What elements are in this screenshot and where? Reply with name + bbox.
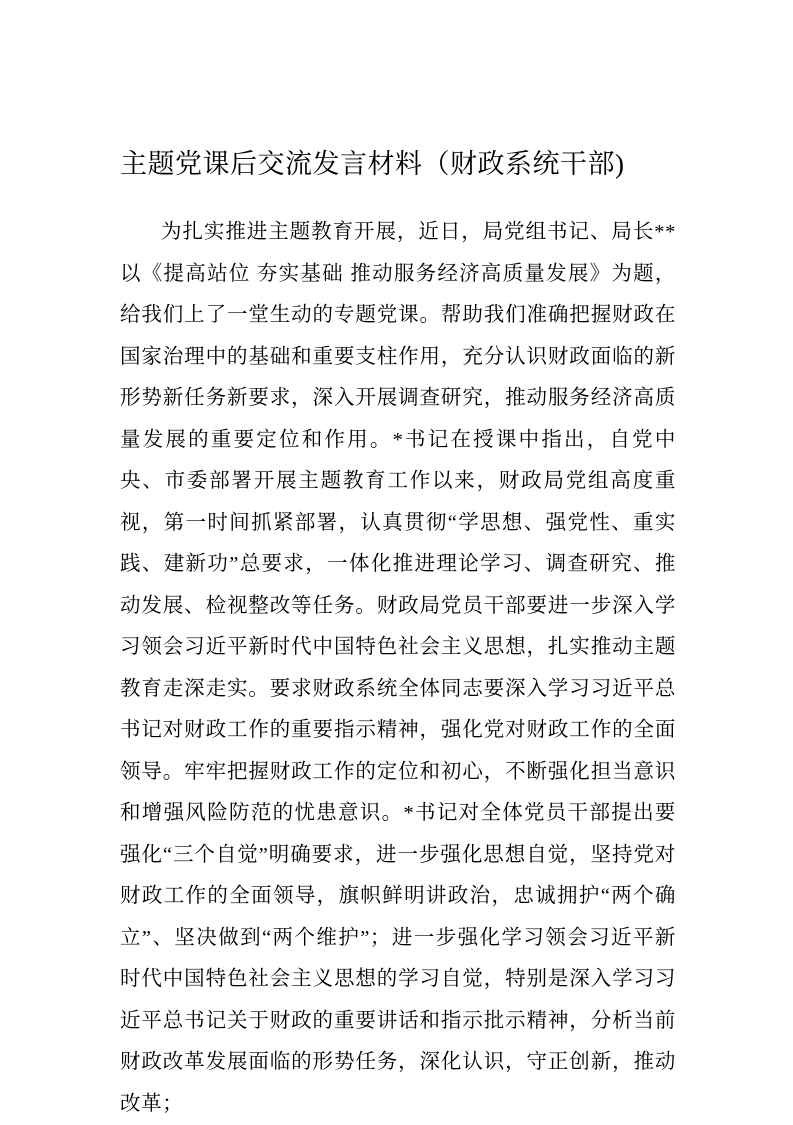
page-title: 主题党课后交流发言材料（财政系统干部) xyxy=(120,149,625,180)
document-body xyxy=(120,212,676,1125)
body-paragraph: 为扎实推进主题教育开展，近日，局党组书记、局长**以《提高站位 夯实基础 推动服务经济高质量发展》为题，给我们上了一堂生动的专题党课。帮助我们准确把握财政在国家治理中的基础和重要支柱作用，充分认识财政面临的新形势新任务新要求，深入开展调查研究，推动服务经济高质量发展的重要定位和作用。*书记在授课中指出，自党中央、市委部署开展主题教育工作以来，财政局党组高度重视，第一时间抓紧部署，认真贯彻“学思想、强党性、重实践、建新功”总要求，一体化推进理论学习、调查研究、推动发展、检视整改等任务。财政局党员干部要进一步深入学习领会习近平新时代中国特色社会主义思想，扎实推动主题教育走深走实。要求财政系统全体同志要深入学习习近平总书记对财政工作的重要指示精神，强化党对财政工作的全面领导。牢牢把握财政工作的定位和初心，不断强化担当意识和增强风险防范的忧患意识。*书记对全体党员干部提出要强化“三个自觉”明确要求，进一步强化思想自觉，坚持党对财政工作的全面领导，旗帜鲜明讲政治，忠诚拥护“两个确立”、坚决做到“两个维护”；进一步强化学习领会习近平新时代中国特色社会主义思想的学习自觉，特别是深入学习习近平总书记关于财政的重要讲话和指示批示精神，分析当前财政改革发展面临的形势任务，深化认识，守正创新，推动改革； xyxy=(120,221,676,1115)
